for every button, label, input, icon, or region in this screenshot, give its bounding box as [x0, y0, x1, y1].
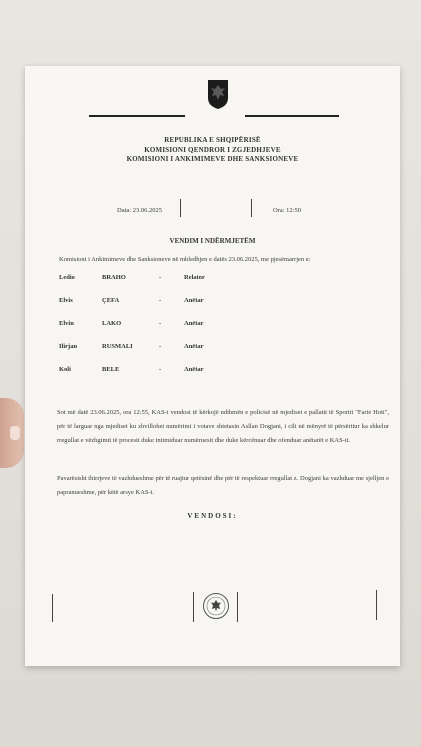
document-page [25, 66, 400, 666]
footer-line-center-right [237, 592, 238, 622]
member-first-name: Ledio [59, 274, 75, 281]
footer-line-left [52, 594, 53, 622]
member-dash: - [159, 297, 162, 304]
decision-title: VENDIM I NDËRMJETËM [169, 237, 256, 245]
member-role: Anëtar [184, 366, 204, 373]
member-last-name: LAKO [102, 320, 122, 327]
date-divider-left [180, 199, 181, 217]
date-label: Data: 23.06.2025 [117, 207, 162, 214]
hand-thumb [0, 398, 24, 468]
member-row [59, 320, 359, 330]
member-dash: - [159, 343, 162, 350]
member-dash: - [159, 274, 162, 281]
decision-paragraph-2: Pavarësisht thirrjeve të vazhdueshme për të ruajtur qetësinë dhe për të respektuar rregullat z. Dogjani ka vazhduar me sjelljen e papranueshme, për këtë arsye KAS-i. [57, 475, 389, 496]
member-first-name: Elvis [59, 297, 73, 304]
header-rule-left [89, 115, 185, 117]
albanian-eagle-emblem-icon [206, 78, 230, 110]
member-dash: - [159, 366, 162, 373]
member-last-name: BELE [102, 366, 120, 373]
member-row [59, 274, 359, 284]
header-cec: KOMISIONI QENDROR I ZGJEDHJEVE [144, 146, 281, 154]
time-label: Ora: 12:50 [273, 207, 301, 214]
member-row [59, 297, 359, 307]
member-role: Anëtar [184, 297, 204, 304]
header-rule-right [245, 115, 339, 117]
decision-paragraph-1: Sot më datë 23.06.2025, ora 12:55, KAS-i vendosi të kërkojë ndihmën e policisë në mjediset e pallatit të Sportit "Farie Hoti", për të larguar nga mjediset ku zhvillohet numërimi i votave shtetasin Asllan Dogjani, i cili në mënyrë të përsëritur ka shkelur rregullat e vëzhgimit të procesit duke intimiduar numëruesit dhe duke kërcënuar dhe ofenduar anëtarët e KAS-it. [57, 409, 389, 444]
member-row [59, 343, 359, 353]
member-role: Anëtar [184, 343, 204, 350]
member-first-name: Elvin [59, 320, 74, 327]
member-first-name: Koli [59, 366, 71, 373]
header-commission: KOMISIONI I ANKIMIMEVE DHE SANKSIONEVE [126, 155, 299, 163]
intro-text: Komisioni i Ankimimeve dhe Sanksioneve në mbledhjen e datës 23.06.2025, me pjesëmarrjen e: [59, 256, 311, 263]
member-role: Relator [184, 274, 205, 281]
thumb-nail [10, 426, 20, 440]
member-role: Anëtar [184, 320, 204, 327]
official-stamp-icon [202, 592, 230, 620]
member-dash: - [159, 320, 162, 327]
vendosi-heading: VENDOSI: [187, 512, 238, 520]
member-first-name: Ilirjan [59, 343, 78, 350]
member-last-name: ÇEFA [102, 297, 120, 304]
footer-line-center-left [193, 592, 194, 622]
date-divider-right [251, 199, 252, 217]
member-last-name: RUSMALI [102, 343, 133, 350]
footer-line-right [376, 590, 377, 620]
member-last-name: BRAHO [102, 274, 126, 281]
header-republic: REPUBLIKA E SHQIPËRISË [164, 136, 261, 144]
member-row [59, 366, 359, 376]
